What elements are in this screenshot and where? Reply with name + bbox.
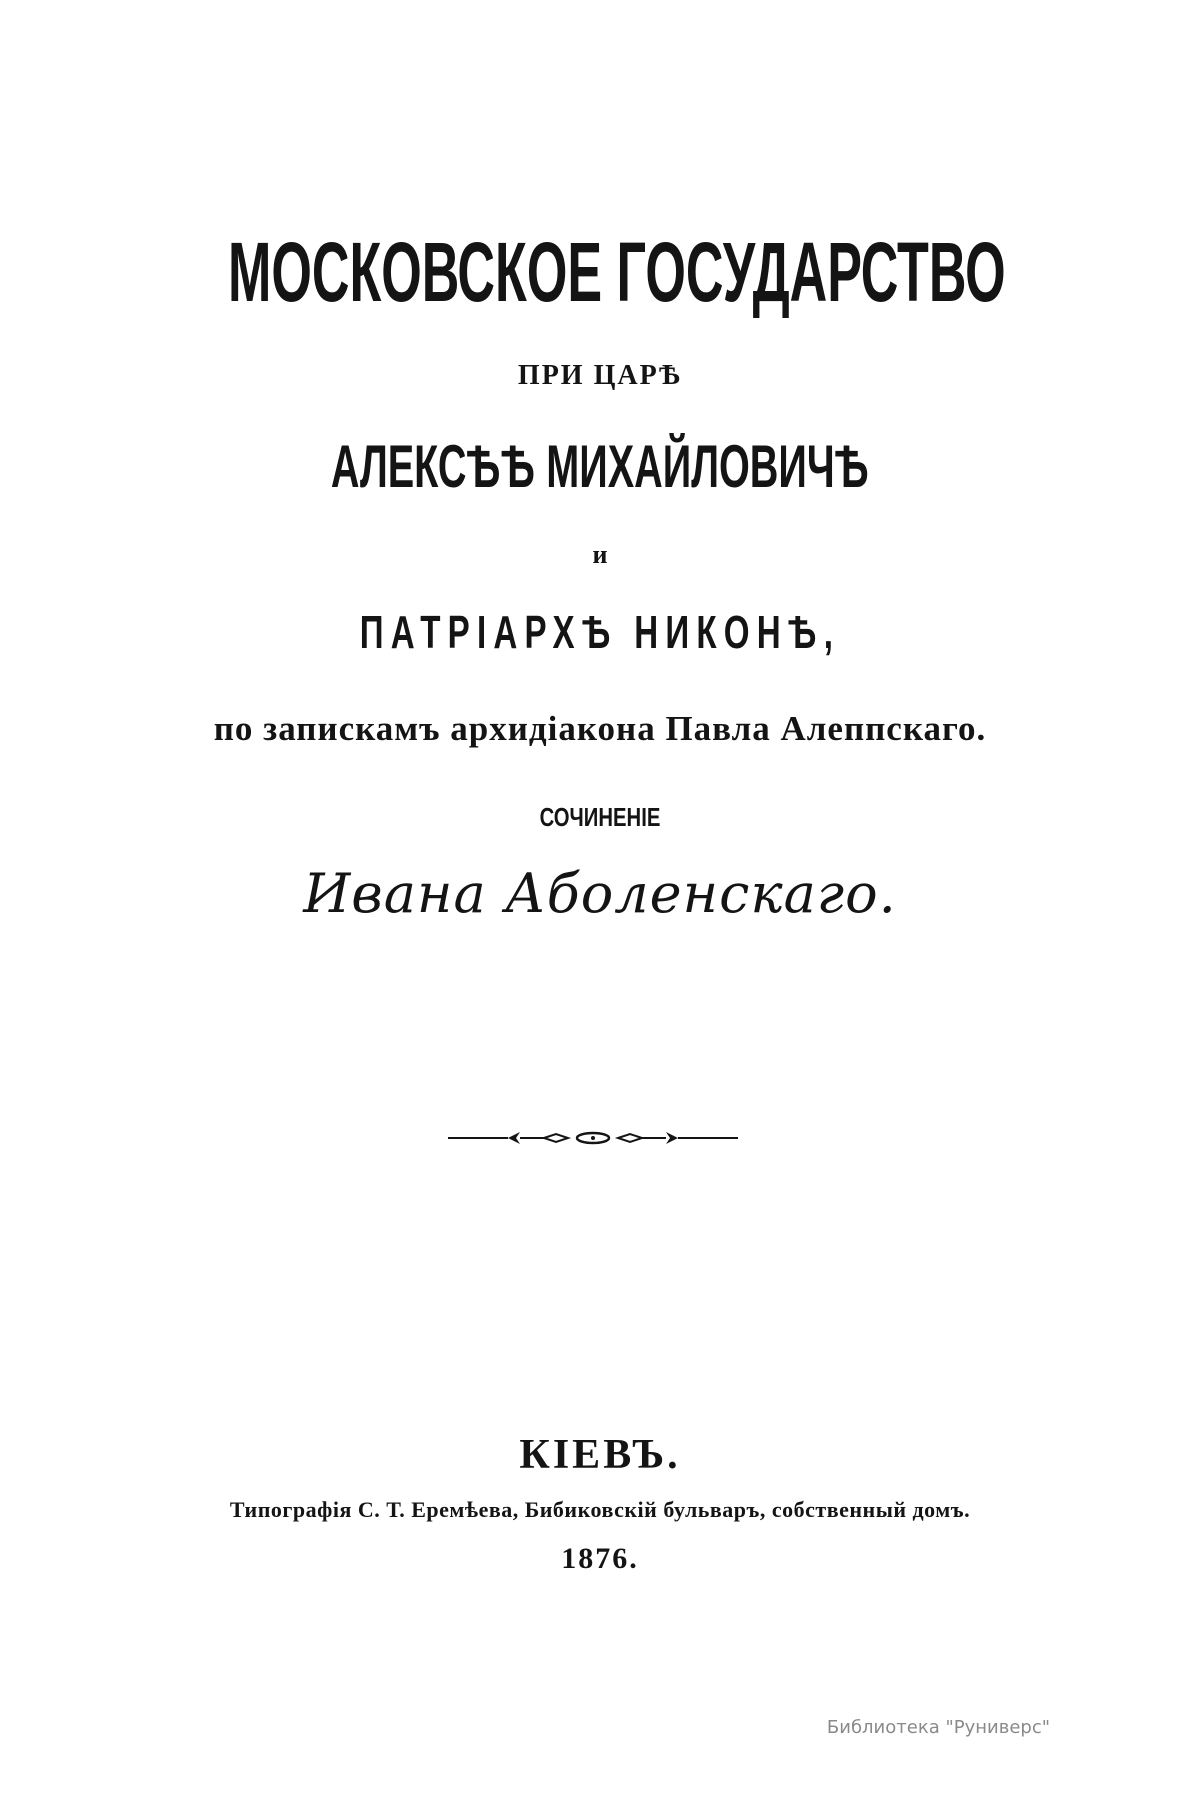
- library-watermark: Библиотека "Руниверс": [826, 1717, 1050, 1738]
- source-note: по запискамъ архидіакона Павла Алеппскаго.: [213, 709, 987, 748]
- conjunction: и: [592, 540, 608, 569]
- author-name: Ивана Аболенскаго.: [303, 862, 897, 925]
- imprint-year: 1876.: [561, 1542, 639, 1575]
- subtitle-tsar-prefix: ПРИ ЦАРѢ: [517, 360, 683, 391]
- rule-ornament-icon: [448, 1128, 738, 1148]
- main-title: МОСКОВСКОЕ ГОСУДАРСТВО: [228, 225, 1006, 319]
- subtitle-patriarch: ПАТРІАРХѢ НИКОНѢ,: [359, 606, 841, 658]
- works-label: СОЧИНЕНІЕ: [539, 802, 661, 832]
- imprint-printer: Типографія С. Т. Еремѣева, Бибиковскій бульваръ, собственный домъ.: [229, 1497, 971, 1522]
- imprint-city: КІЕВЪ.: [519, 1432, 681, 1478]
- subtitle-tsar-name: АЛЕКСѢѢ МИХАЙЛОВИЧѢ: [330, 433, 870, 500]
